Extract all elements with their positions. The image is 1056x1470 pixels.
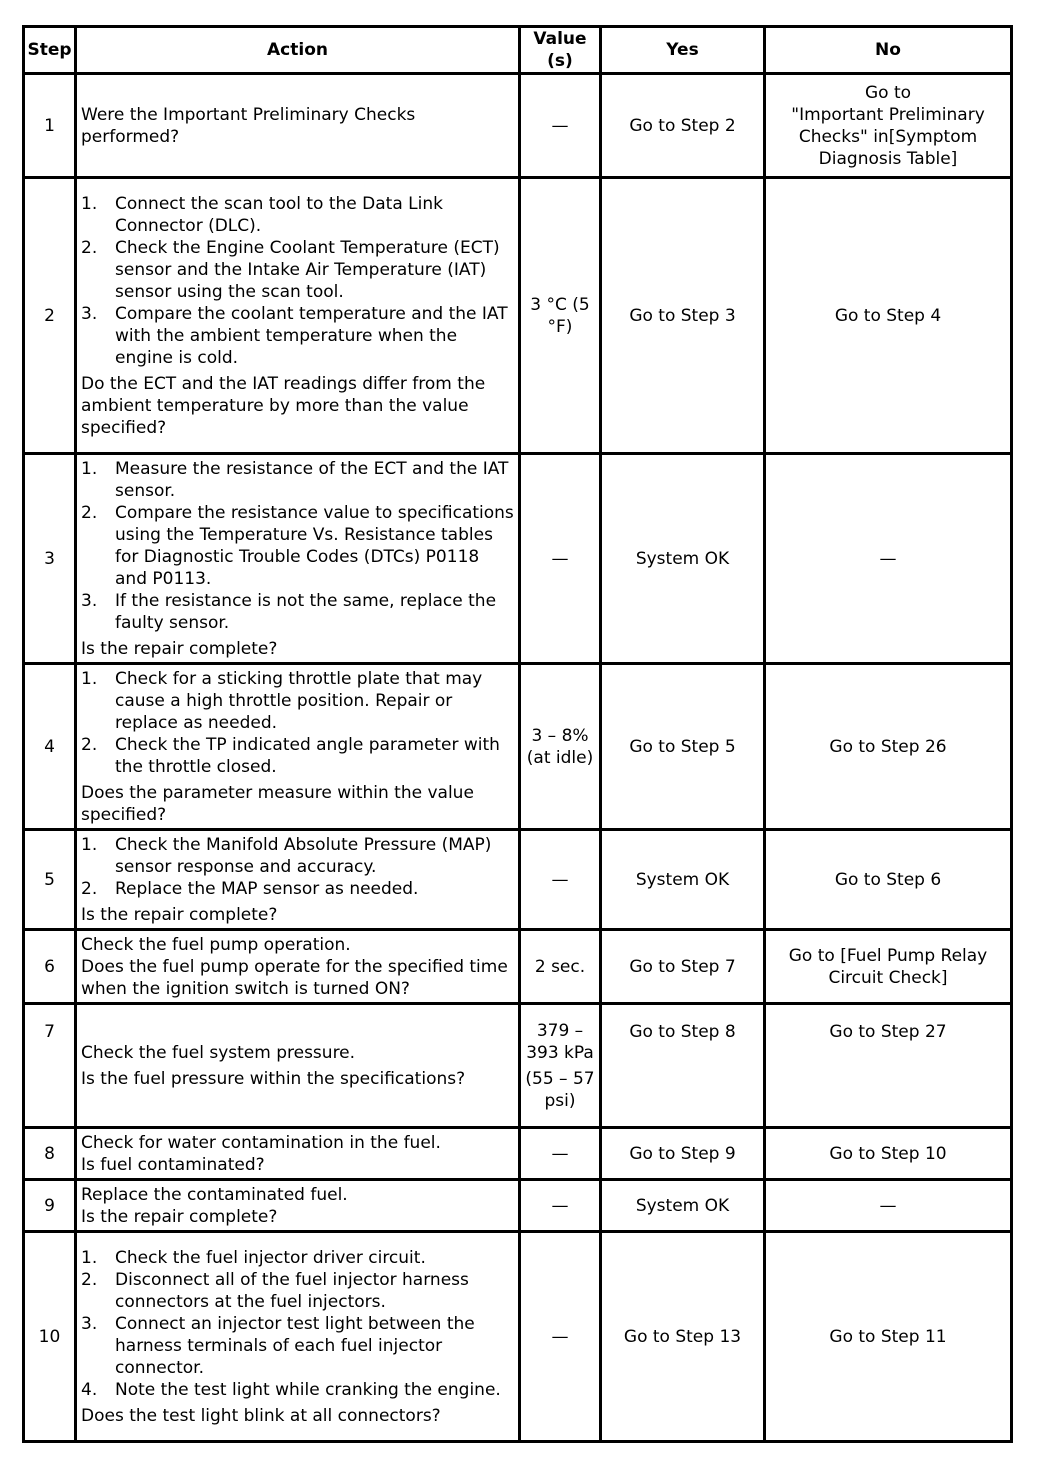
list-item: 3. Compare the coolant temperature and the IAT with the ambient temperature when the engine is cold. xyxy=(81,303,508,368)
yes-cell: Go to Step 3 xyxy=(601,178,765,454)
no-cell: Go to Step 26 xyxy=(765,664,1012,830)
action-list xyxy=(81,1247,514,1401)
table-row xyxy=(24,930,1012,1004)
list-item: 1. Connect the scan tool to the Data Link Connector (DLC). xyxy=(81,193,443,236)
action-question: Does the parameter measure within the value specified? xyxy=(81,782,474,825)
step-number: 2 xyxy=(24,178,76,454)
list-item: 3. If the resistance is not the same, replace the faulty sensor. xyxy=(81,590,497,633)
action-line: Check the fuel pump operation. xyxy=(81,934,351,955)
action-question: Does the fuel pump operate for the specified time when the ignition switch is turned ON? xyxy=(81,956,508,999)
action-list xyxy=(81,834,514,900)
action-cell xyxy=(76,178,520,454)
list-item: 1. Check the fuel injector driver circuit. xyxy=(81,1247,426,1268)
no-link[interactable]: [Fuel Pump Relay Circuit Check] xyxy=(828,945,988,988)
action-list xyxy=(81,193,514,369)
action-cell xyxy=(76,1128,520,1180)
no-prefix: Go to xyxy=(864,82,912,103)
list-item: 1. Check for a sticking throttle plate that may cause a high throttle position. Repair or replace as needed. xyxy=(81,668,483,733)
table-row xyxy=(24,1232,1012,1442)
no-cell: Go to Step 4 xyxy=(765,178,1012,454)
value-cell: 3 – 8% (at idle) xyxy=(520,664,601,830)
yes-cell: System OK xyxy=(601,454,765,664)
action-question: Is the repair complete? xyxy=(81,638,278,659)
list-item: 2. Check the TP indicated angle parameter with the throttle closed. xyxy=(81,734,500,777)
no-link[interactable]: "Important Preliminary Checks" in[Symptom Diagnosis Table] xyxy=(791,104,985,169)
yes-cell: System OK xyxy=(601,830,765,930)
value-cell: — xyxy=(520,830,601,930)
list-item: 1. Measure the resistance of the ECT and the IAT sensor. xyxy=(81,458,509,501)
step-number: 7 xyxy=(24,1004,76,1128)
no-cell: Go to Step 6 xyxy=(765,830,1012,930)
list-item: 2. Check the Engine Coolant Temperature (ECT) sensor and the Intake Air Temperature (IAT) sensor using the scan tool. xyxy=(81,237,500,302)
table-row xyxy=(24,1128,1012,1180)
value-imperial: (55 – 57 psi) xyxy=(525,1068,595,1111)
step-number: 9 xyxy=(24,1180,76,1232)
list-item: 2. Compare the resistance value to specifications using the Temperature Vs. Resistance tables for Diagnostic Trouble Codes (DTCs) P0118 and P0113. xyxy=(81,502,514,589)
action-cell xyxy=(76,830,520,930)
no-cell: — xyxy=(765,454,1012,664)
no-prefix: Go to xyxy=(788,945,835,966)
action-question: Is the repair complete? xyxy=(81,1206,278,1227)
action-list xyxy=(81,458,514,634)
yes-cell: Go to Step 13 xyxy=(601,1232,765,1442)
action-line: Check the fuel system pressure. xyxy=(81,1042,356,1063)
step-number: 5 xyxy=(24,830,76,930)
action-cell xyxy=(76,1180,520,1232)
no-cell xyxy=(765,930,1012,1004)
value-cell: — xyxy=(520,1232,601,1442)
step-number: 8 xyxy=(24,1128,76,1180)
action-question: Do the ECT and the IAT readings differ from the ambient temperature by more than the value specified? xyxy=(81,373,486,438)
table-header-row xyxy=(24,27,1012,74)
action-question: Is fuel contaminated? xyxy=(81,1154,265,1175)
step-number: 1 xyxy=(24,74,76,178)
value-cell: — xyxy=(520,1180,601,1232)
header-value: Value (s) xyxy=(520,27,601,74)
value-cell: — xyxy=(520,454,601,664)
yes-cell: Go to Step 5 xyxy=(601,664,765,830)
action-question: Does the test light blink at all connectors? xyxy=(81,1405,441,1426)
yes-cell: Go to Step 2 xyxy=(601,74,765,178)
value-cell: 3 °C (5 °F) xyxy=(520,178,601,454)
table-row xyxy=(24,178,1012,454)
action-cell xyxy=(76,454,520,664)
action-question: Is the fuel pressure within the specifications? xyxy=(81,1068,466,1089)
action-list xyxy=(81,668,514,778)
step-number: 4 xyxy=(24,664,76,830)
list-item: 2. Replace the MAP sensor as needed. xyxy=(81,878,419,899)
no-cell: Go to Step 27 xyxy=(765,1004,1012,1128)
table-row xyxy=(24,1004,1012,1128)
list-item: 3. Connect an injector test light between the harness terminals of each fuel injector connector. xyxy=(81,1313,475,1378)
step-number: 6 xyxy=(24,930,76,1004)
yes-cell: Go to Step 7 xyxy=(601,930,765,1004)
no-cell: Go to Step 11 xyxy=(765,1232,1012,1442)
action-cell xyxy=(76,1232,520,1442)
step-number: 10 xyxy=(24,1232,76,1442)
action-cell xyxy=(76,1004,520,1128)
header-no: No xyxy=(765,27,1012,74)
no-cell: — xyxy=(765,1180,1012,1232)
header-yes: Yes xyxy=(601,27,765,74)
table-row xyxy=(24,664,1012,830)
action-cell xyxy=(76,664,520,830)
header-step: Step xyxy=(24,27,76,74)
value-cell: — xyxy=(520,1128,601,1180)
table-row xyxy=(24,74,1012,178)
header-action: Action xyxy=(76,27,520,74)
table-row xyxy=(24,830,1012,930)
value-cell: 2 sec. xyxy=(520,930,601,1004)
yes-cell: System OK xyxy=(601,1180,765,1232)
list-item: 2. Disconnect all of the fuel injector harness connectors at the fuel injectors. xyxy=(81,1269,469,1312)
value-cell xyxy=(520,1004,601,1128)
table-row xyxy=(24,454,1012,664)
action-cell xyxy=(76,930,520,1004)
diagnostic-table xyxy=(22,25,1013,1443)
list-item: 4. Note the test light while cranking the engine. xyxy=(81,1379,501,1400)
yes-cell: Go to Step 8 xyxy=(601,1004,765,1128)
value-cell: — xyxy=(520,74,601,178)
action-question: Is the repair complete? xyxy=(81,904,278,925)
action-line: Check for water contamination in the fuel. xyxy=(81,1132,441,1153)
no-cell: Go to Step 10 xyxy=(765,1128,1012,1180)
action-line: Replace the contaminated fuel. xyxy=(81,1184,348,1205)
step-number: 3 xyxy=(24,454,76,664)
table-row xyxy=(24,1180,1012,1232)
value-metric: 379 – 393 kPa xyxy=(526,1020,594,1063)
yes-cell: Go to Step 9 xyxy=(601,1128,765,1180)
list-item: 1. Check the Manifold Absolute Pressure (MAP) sensor response and accuracy. xyxy=(81,834,492,877)
action-text: Were the Important Preliminary Checks performed? xyxy=(76,74,520,178)
no-cell xyxy=(765,74,1012,178)
